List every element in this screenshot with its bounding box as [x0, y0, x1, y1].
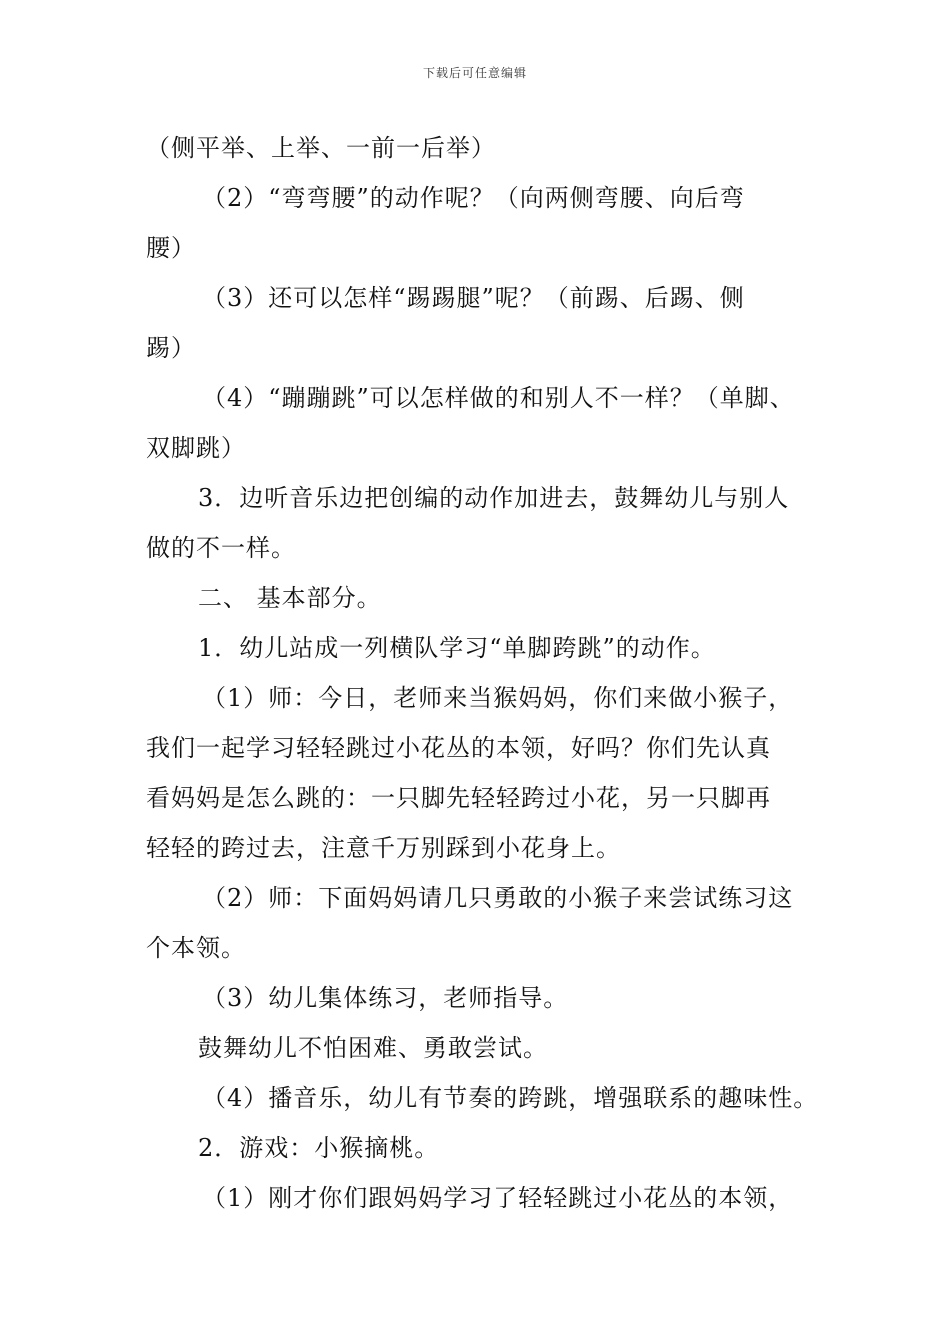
text-line: （3）还可以怎样“踢踢腿”呢？（前踢、后踢、侧	[202, 284, 745, 312]
text-line: 看妈妈是怎么跳的：一只脚先轻轻跨过小花，另一只脚再	[146, 784, 771, 812]
text-line: （1）刚才你们跟妈妈学习了轻轻跳过小花丛的本领，	[202, 1184, 794, 1212]
text-line: 鼓舞幼儿不怕困难、勇敢尝试。	[198, 1034, 548, 1062]
text-line: （侧平举、上举、一前一后举）	[146, 134, 496, 162]
text-line: （4）“蹦蹦跳”可以怎样做的和别人不一样？（单脚、	[202, 384, 795, 412]
text-line: （2）“弯弯腰”的动作呢？（向两侧弯腰、向后弯	[202, 184, 745, 212]
text-line: （2）师：下面妈妈请几只勇敢的小猴子来尝试练习这	[202, 884, 794, 912]
text-line: 个本领。	[146, 934, 246, 962]
text-line: （1）师：今日，老师来当猴妈妈，你们来做小猴子，	[202, 684, 794, 712]
section-heading: 二、 基本部分。	[198, 584, 382, 612]
text-line: 我们一起学习轻轻跳过小花丛的本领，好吗？你们先认真	[146, 734, 771, 762]
text-line: （4）播音乐，幼儿有节奏的跨跳，增强联系的趣味性。	[202, 1084, 819, 1112]
text-line: 1．幼儿站成一列横队学习“单脚跨跳”的动作。	[198, 634, 716, 662]
text-line: 双脚跳）	[146, 434, 246, 462]
text-line: （3）幼儿集体练习，老师指导。	[202, 984, 569, 1012]
text-line: 做的不一样。	[146, 534, 296, 562]
text-line: 踢）	[146, 334, 196, 362]
text-line: 3．边听音乐边把创编的动作加进去，鼓舞幼儿与别人	[198, 484, 790, 512]
text-line: 2．游戏：小猴摘桃。	[198, 1134, 440, 1162]
page-header: 下载后可任意编辑	[422, 66, 527, 80]
text-line: 腰）	[146, 234, 196, 262]
text-line: 轻轻的跨过去，注意千万别踩到小花身上。	[146, 834, 621, 862]
